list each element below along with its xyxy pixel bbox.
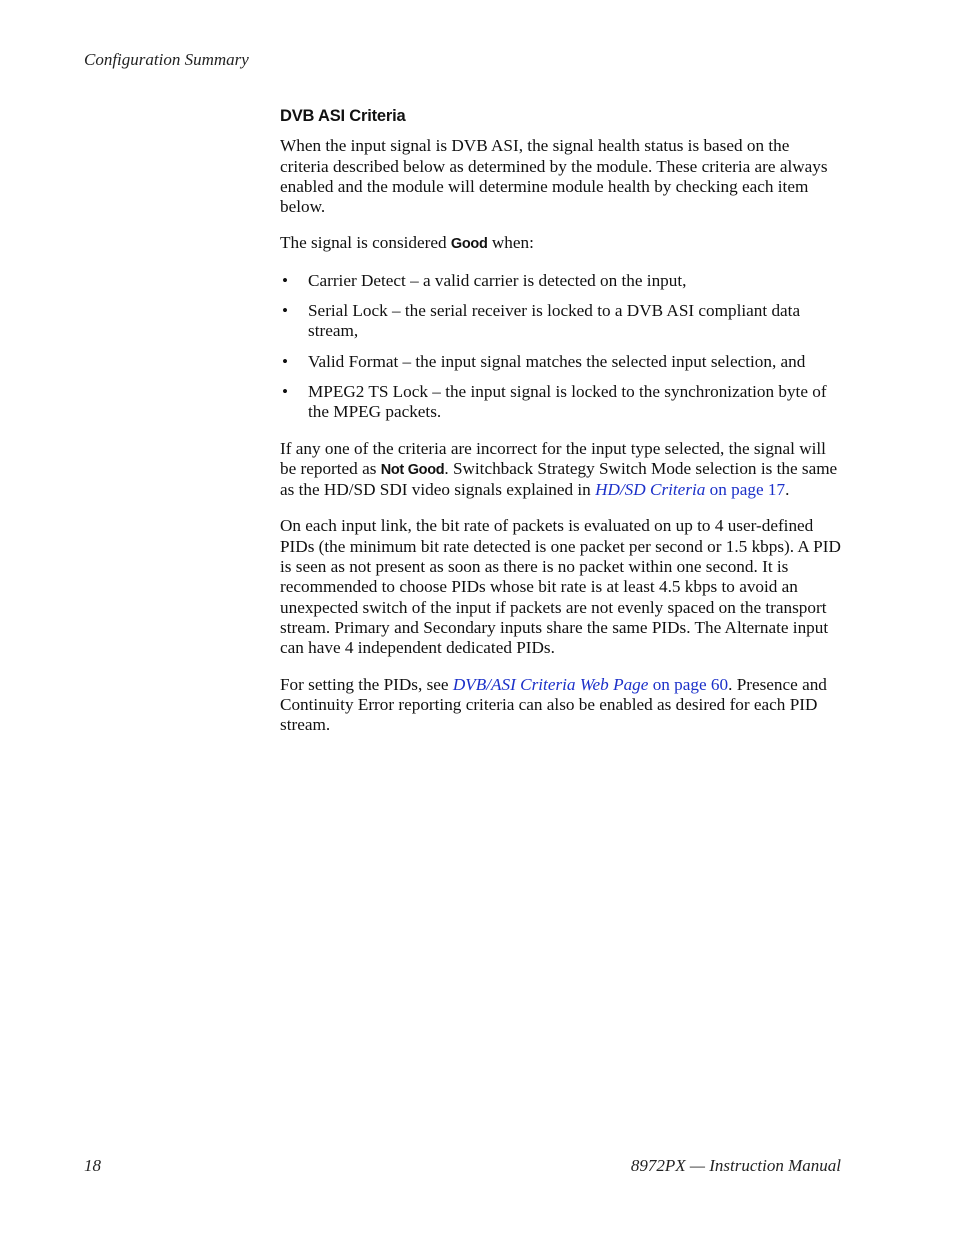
bitrate-paragraph: On each input link, the bit rate of packets is evaluated on up to 4 user-defined PIDs (the minimum bit rate detected is one packet per second or 1.5 kbps). A PID is seen as not present as soon as there is no packet within one second. It is recommended to choose PIDs whose bit rate is at least 4.5 kbps to avoid an unexpected switch of the input if packets are not evenly spaced on the transport stream. Primary and Secondary inputs share the same PIDs. The Alternate input can have 4 independent dedicated PIDs. <box>280 516 841 658</box>
hd-sd-criteria-link-title: HD/SD Criteria <box>595 480 706 500</box>
list-item-text: Serial Lock – the serial receiver is locked to a DVB ASI compliant data stream, <box>308 301 801 341</box>
list-item <box>280 382 842 423</box>
para3-end: . <box>785 480 790 500</box>
pid-setting-paragraph <box>280 675 842 736</box>
para3-text-1: If any one of the criteria are incorrect for the input type selected, the signal will be reported as <box>280 438 826 478</box>
dvb-asi-web-page-link[interactable] <box>453 675 728 694</box>
hd-sd-criteria-link[interactable] <box>595 480 785 499</box>
manual-title: 8972PX — Instruction Manual <box>630 1156 841 1175</box>
criteria-list <box>280 271 842 423</box>
running-header: Configuration Summary <box>84 50 249 69</box>
not-good-status-label: Not Good <box>380 461 445 478</box>
bullet-icon: • <box>282 270 289 290</box>
good-intro-after: when: <box>487 233 534 253</box>
good-status-label: Good <box>450 236 488 253</box>
list-item <box>280 301 842 342</box>
para5-text-2: . Presence and Continuity Error reporting criteria can also be enabled as desired for each PID stream. <box>280 674 827 735</box>
list-item-text: MPEG2 TS Lock – the input signal is locked to the synchronization byte of the MPEG packets. <box>308 381 827 422</box>
hd-sd-criteria-link-page: on page 17 <box>705 480 786 500</box>
intro-paragraph: When the input signal is DVB ASI, the signal health status is based on the criteria described below as determined by the module. These criteria are always enabled and the module will determine module health by checking each item below. <box>280 136 828 217</box>
list-item <box>280 352 842 372</box>
good-intro-before: The signal is considered <box>280 233 451 253</box>
section-heading: DVB ASI Criteria <box>280 107 406 125</box>
dvb-asi-web-page-link-title: DVB/ASI Criteria Web Page <box>452 674 649 694</box>
list-item-text: Valid Format – the input signal matches the selected input selection, and <box>308 351 806 371</box>
main-content <box>280 106 842 751</box>
para3-text-2: . Switchback Strategy Switch Mode selection is the same as the HD/SD SDI video signals explained in <box>280 458 838 500</box>
list-item-text: Carrier Detect – a valid carrier is detected on the input, <box>308 270 687 290</box>
not-good-paragraph <box>280 439 842 501</box>
page-number: 18 <box>84 1156 101 1175</box>
good-intro-paragraph <box>280 233 842 254</box>
bullet-icon: • <box>282 301 289 321</box>
list-item <box>280 271 842 291</box>
dvb-asi-web-page-link-page: on page 60 <box>648 674 729 694</box>
para5-text-1: For setting the PIDs, see <box>280 674 453 694</box>
bullet-icon: • <box>282 381 289 401</box>
bullet-icon: • <box>282 351 289 371</box>
